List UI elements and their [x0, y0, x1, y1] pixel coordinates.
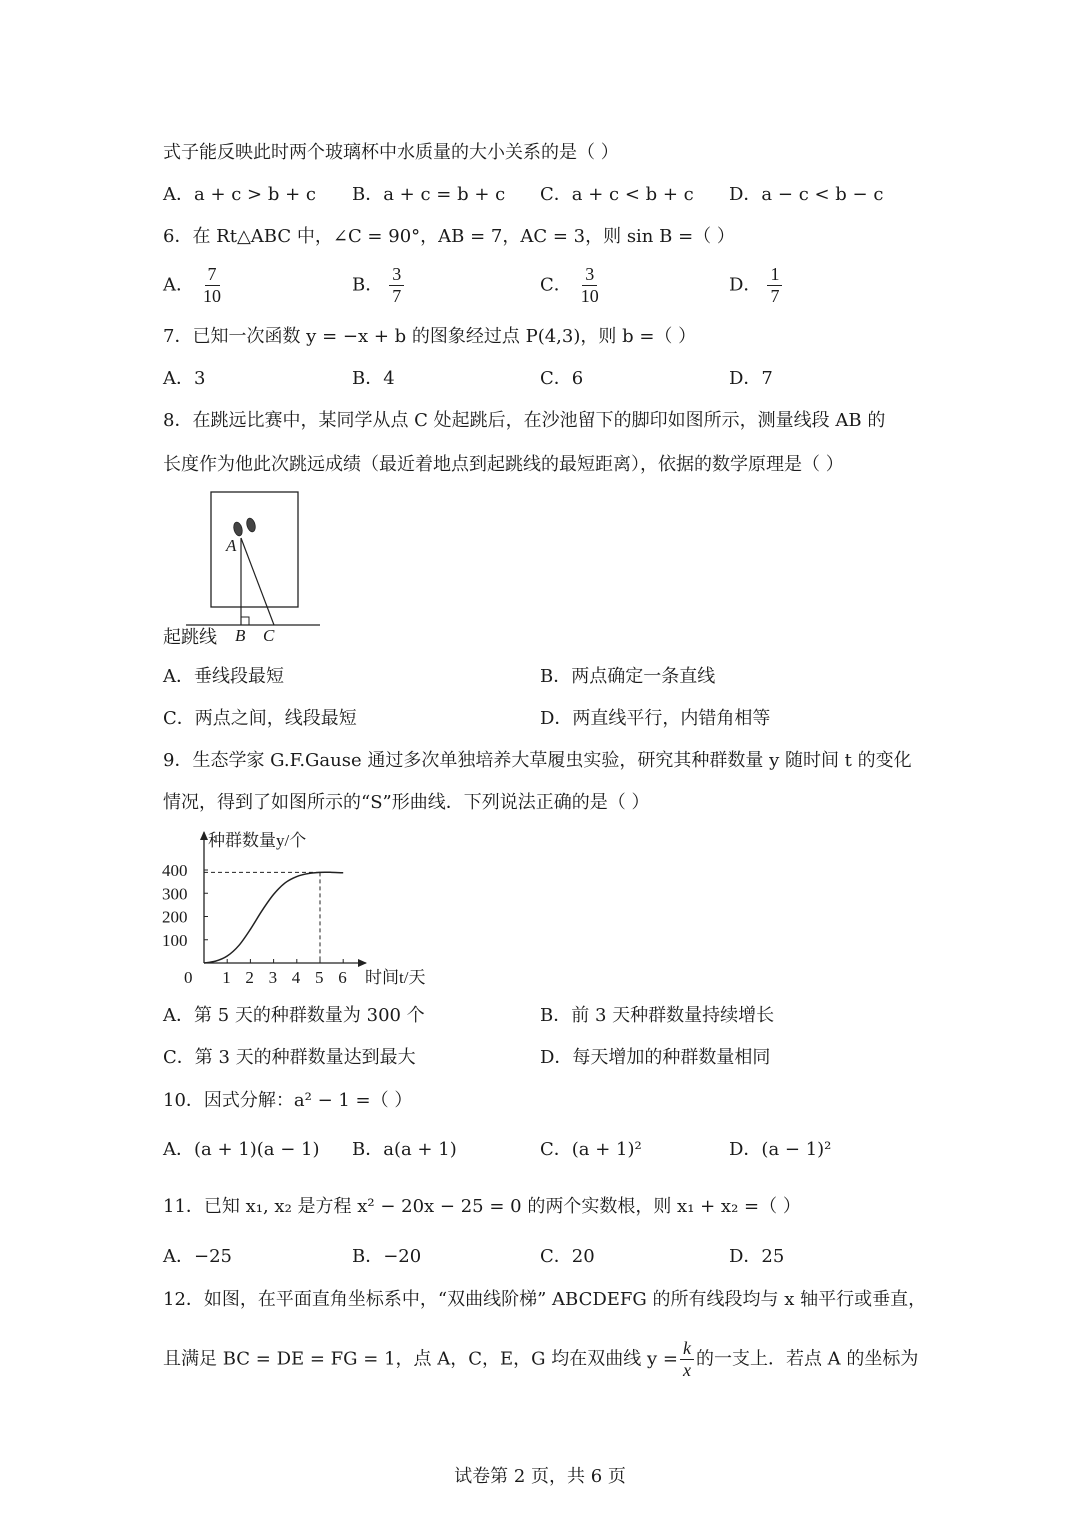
q8-stem-line1: 8．在跳远比赛中，某同学从点 C 处起跳后，在沙池留下的脚印如图所示，测量线段 AB 的: [163, 410, 886, 431]
q5-option-d[interactable]: D．a − c < b − c: [729, 184, 884, 205]
segment-ac: [241, 538, 274, 625]
sand-pit: [211, 492, 298, 607]
fraction: $\frac{3}{7}$: [389, 264, 404, 307]
q12-text-part2: 的一支上．若点 A 的坐标为: [695, 1348, 919, 1370]
q6-option-a[interactable]: [163, 264, 224, 307]
q7-stem: 7．已知一次函数 y = −x + b 的图象经过点 P(4,3)，则 b =（ ）: [163, 326, 697, 347]
q9-option-a[interactable]: A．第 5 天的种群数量为 300 个: [163, 1005, 425, 1026]
q10-option-c[interactable]: C．(a + 1)²: [540, 1139, 642, 1160]
fraction-k-over-x: $\frac{k}{x}$: [680, 1338, 694, 1381]
page-footer: 试卷第 2 页，共 6 页: [454, 1466, 626, 1487]
right-angle-mark: [241, 617, 249, 625]
label-c: C: [263, 626, 275, 645]
footprint-icon: [232, 517, 256, 537]
x-tick-label: 3: [268, 968, 278, 987]
q8-option-b[interactable]: B．两点确定一条直线: [540, 666, 716, 687]
x-tick-label: 4: [291, 968, 301, 987]
q6-option-d[interactable]: [729, 264, 782, 307]
x-tick-label: 5: [315, 968, 324, 987]
q11-option-c[interactable]: C．20: [540, 1246, 595, 1267]
y-tick-label: 300: [162, 884, 188, 904]
q11-option-a[interactable]: A．−25: [163, 1246, 232, 1267]
q5-option-a[interactable]: A．a + c > b + c: [163, 184, 316, 205]
q5-option-c[interactable]: C．a + c < b + c: [540, 184, 694, 205]
label-a: A: [226, 536, 237, 555]
fraction: $\frac{1}{7}$: [767, 264, 782, 307]
q8-option-a[interactable]: A．垂线段最短: [163, 666, 284, 687]
y-axis-label: 种群数量y/个: [208, 831, 307, 850]
q11-option-b[interactable]: B．−20: [352, 1246, 422, 1267]
q6-option-b[interactable]: [352, 264, 404, 307]
q10-option-b[interactable]: B．a(a + 1): [352, 1139, 457, 1160]
fraction: $\frac{3}{10}$: [580, 264, 599, 306]
q7-option-a[interactable]: A．3: [163, 368, 206, 389]
option-label: A．: [163, 274, 194, 296]
x-tick-label: 6: [338, 968, 347, 987]
y-tick-label: 400: [162, 861, 188, 880]
q7-option-c[interactable]: C．6: [540, 368, 584, 389]
q10-option-a[interactable]: A．(a + 1)(a − 1): [163, 1139, 320, 1160]
option-label: C．: [540, 274, 572, 296]
option-label: D．: [729, 274, 762, 296]
x-tick-label: 1: [222, 968, 231, 987]
q6-option-c[interactable]: [540, 264, 602, 307]
q11-option-d[interactable]: D．25: [729, 1246, 785, 1267]
q7-option-b[interactable]: B．4: [352, 368, 395, 389]
q9-option-c[interactable]: C．第 3 天的种群数量达到最大: [163, 1047, 416, 1068]
q9-stem-line2: 情况，得到了如图所示的“S”形曲线．下列说法正确的是（ ）: [163, 792, 650, 813]
origin-label: 0: [184, 968, 193, 987]
x-axis-label: 时间t/天: [365, 968, 426, 987]
q9-option-b[interactable]: B．前 3 天种群数量持续增长: [540, 1005, 775, 1026]
q8-option-c[interactable]: C．两点之间，线段最短: [163, 708, 357, 729]
y-tick-label: 100: [162, 930, 188, 950]
s-curve-series: [204, 872, 343, 963]
q12-stem-line2: [163, 1338, 918, 1381]
q6-stem: 6．在 Rt△ABC 中，∠C = 90°，AB = 7，AC = 3，则 sin B =（ ）: [163, 226, 735, 247]
q10-option-d[interactable]: D．(a − 1)²: [729, 1139, 832, 1160]
q9-option-d[interactable]: D．每天增加的种群数量相同: [540, 1047, 771, 1068]
q12-text-part1: 且满足 BC = DE = FG = 1，点 A，C，E，G 均在双曲线 y =: [163, 1348, 678, 1370]
q7-option-d[interactable]: D．7: [729, 368, 773, 389]
q5-stem: 式子能反映此时两个玻璃杯中水质量的大小关系的是（ ）: [163, 142, 619, 163]
q8-stem-line2: 长度作为他此次跳远成绩（最近着地点到起跳线的最短距离），依据的数学原理是（ ）: [163, 454, 844, 475]
q9-stem-line1: 9．生态学家 G.F.Gause 通过多次单独培养大草履虫实验，研究其种群数量 y 随时间 t 的变化: [163, 750, 912, 771]
x-tick-label: 2: [245, 968, 254, 987]
takeoff-line-label: 起跳线: [163, 627, 217, 648]
y-tick-label: 200: [162, 907, 188, 927]
q10-stem: 10．因式分解：a² − 1 =（ ）: [163, 1090, 413, 1111]
q12-stem-line1: 12．如图，在平面直角坐标系中，“双曲线阶梯” ABCDEFG 的所有线段均与 x 轴平行或垂直，: [163, 1289, 927, 1310]
q5-option-b[interactable]: B．a + c = b + c: [352, 184, 506, 205]
fraction: $\frac{7}{10}$: [203, 264, 221, 306]
option-label: B．: [352, 274, 384, 296]
population-chart: [160, 822, 460, 992]
q8-option-d[interactable]: D．两直线平行，内错角相等: [540, 708, 771, 729]
q11-stem: 11．已知 x₁, x₂ 是方程 x² − 20x − 25 = 0 的两个实数根，则 x₁ + x₂ =（ ）: [163, 1196, 801, 1217]
label-b: B: [235, 626, 246, 645]
